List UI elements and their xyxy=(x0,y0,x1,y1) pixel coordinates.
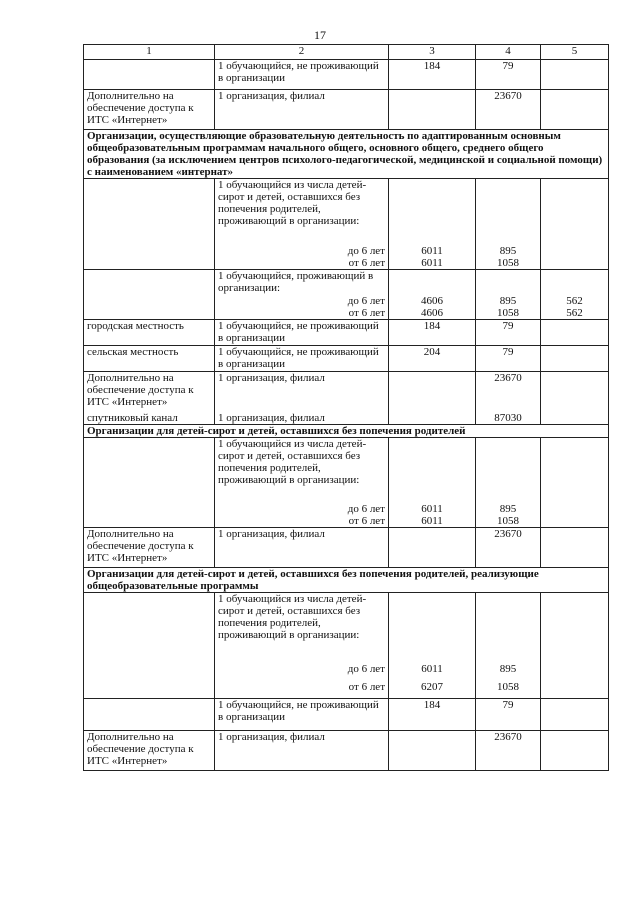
value-cell: 1058 xyxy=(476,681,541,699)
row-label: сельская местность xyxy=(84,346,215,372)
value-cell: 1058 xyxy=(476,307,541,320)
section-heading: Организации для детей-сирот и детей, оставшихся без попечения родителей, реализующие общеобразовательные программы xyxy=(84,568,609,593)
row-label: 1 организация, филиал xyxy=(215,90,389,130)
row-label: 1 организация, филиал xyxy=(215,412,389,425)
section-heading: Организации, осуществляющие образовательную деятельность по адаптированным основным общеобразовательным программам начального общего, основного общего, среднего общего образования (за исключением центров психолого-педагогической, медицинской и социальной помощи) с наименованием «интернат» xyxy=(84,130,609,179)
age-label: от 6 лет xyxy=(215,515,389,528)
table-row xyxy=(84,437,609,503)
table-row xyxy=(84,503,609,515)
header-col-5: 5 xyxy=(541,45,609,60)
table-header-row xyxy=(84,45,609,60)
section-heading-row xyxy=(84,568,609,593)
value-cell: 184 xyxy=(389,699,476,731)
row-label: спутниковый канал xyxy=(84,412,215,425)
row-label: 1 организация, филиал xyxy=(215,528,389,568)
header-col-2: 2 xyxy=(215,45,389,60)
row-label: 1 обучающийся из числа детей-сирот и детей, оставшихся без попечения родителей, проживающий в организации: xyxy=(215,437,389,503)
row-label: Дополнительно на обеспечение доступа к ИТС «Интернет» xyxy=(84,731,215,771)
row-label: 1 обучающийся, не проживающий в организации xyxy=(215,320,389,346)
header-col-4: 4 xyxy=(476,45,541,60)
table-row xyxy=(84,663,609,681)
table-row xyxy=(84,593,609,663)
row-label: Дополнительно на обеспечение доступа к ИТС «Интернет» xyxy=(84,90,215,130)
value-cell: 1058 xyxy=(476,515,541,528)
age-label: до 6 лет xyxy=(215,503,389,515)
value-cell: 6011 xyxy=(389,245,476,257)
value-cell: 184 xyxy=(389,60,476,90)
table-row xyxy=(84,515,609,528)
value-cell: 79 xyxy=(476,346,541,372)
value-cell: 895 xyxy=(476,295,541,307)
table-row xyxy=(84,731,609,771)
value-cell: 79 xyxy=(476,699,541,731)
row-label: городская местность xyxy=(84,320,215,346)
table-row xyxy=(84,90,609,130)
age-label: до 6 лет xyxy=(215,663,389,681)
row-label: 1 организация, филиал xyxy=(215,731,389,771)
age-label: от 6 лет xyxy=(215,681,389,699)
value-cell: 23670 xyxy=(476,372,541,412)
table-row xyxy=(84,528,609,568)
value-cell: 562 xyxy=(541,307,609,320)
age-label: до 6 лет xyxy=(215,295,389,307)
page-number: 17 xyxy=(314,28,326,42)
row-label: 1 обучающийся, не проживающий в организации xyxy=(215,699,389,731)
row-label: 1 обучающийся, не проживающий в организации xyxy=(215,346,389,372)
table-row xyxy=(84,699,609,731)
value-cell: 23670 xyxy=(476,731,541,771)
value-cell: 6011 xyxy=(389,663,476,681)
value-cell: 562 xyxy=(541,295,609,307)
value-cell: 895 xyxy=(476,503,541,515)
row-label: 1 организация, филиал xyxy=(215,372,389,412)
value-cell: 895 xyxy=(476,663,541,681)
table-row xyxy=(84,295,609,307)
value-cell: 79 xyxy=(476,60,541,90)
value-cell: 6011 xyxy=(389,257,476,270)
value-cell: 895 xyxy=(476,245,541,257)
row-label: Дополнительно на обеспечение доступа к ИТС «Интернет» xyxy=(84,528,215,568)
value-cell: 4606 xyxy=(389,307,476,320)
value-cell: 79 xyxy=(476,320,541,346)
row-label: 1 обучающийся из числа детей-сирот и детей, оставшихся без попечения родителей, проживающий в организации: xyxy=(215,179,389,245)
row-label: 1 обучающийся, не проживающий в организации xyxy=(215,60,389,90)
value-cell: 23670 xyxy=(476,528,541,568)
value-cell: 184 xyxy=(389,320,476,346)
value-cell: 4606 xyxy=(389,295,476,307)
table-row xyxy=(84,681,609,699)
table-row xyxy=(84,269,609,295)
table-row xyxy=(84,320,609,346)
value-cell: 6207 xyxy=(389,681,476,699)
table-row xyxy=(84,60,609,90)
age-label: от 6 лет xyxy=(215,307,389,320)
table-row xyxy=(84,346,609,372)
value-cell: 1058 xyxy=(476,257,541,270)
age-label: до 6 лет xyxy=(215,245,389,257)
table-row xyxy=(84,372,609,412)
row-label: Дополнительно на обеспечение доступа к ИТС «Интернет» xyxy=(84,372,215,412)
age-label: от 6 лет xyxy=(215,257,389,270)
section-heading: Организации для детей-сирот и детей, оставшихся без попечения родителей xyxy=(84,424,609,437)
norms-table xyxy=(83,44,609,771)
row-label: 1 обучающийся из числа детей-сирот и детей, оставшихся без попечения родителей, проживающий в организации: xyxy=(215,593,389,663)
value-cell: 6011 xyxy=(389,503,476,515)
table-row xyxy=(84,179,609,245)
table-row xyxy=(84,412,609,425)
header-col-3: 3 xyxy=(389,45,476,60)
section-heading-row xyxy=(84,424,609,437)
table-row xyxy=(84,307,609,320)
value-cell: 204 xyxy=(389,346,476,372)
row-label: 1 обучающийся, проживающий в организации: xyxy=(215,269,389,295)
table-row xyxy=(84,245,609,257)
value-cell: 6011 xyxy=(389,515,476,528)
value-cell: 87030 xyxy=(476,412,541,425)
table-row xyxy=(84,257,609,270)
header-col-1: 1 xyxy=(84,45,215,60)
section-heading-row xyxy=(84,130,609,179)
value-cell: 23670 xyxy=(476,90,541,130)
